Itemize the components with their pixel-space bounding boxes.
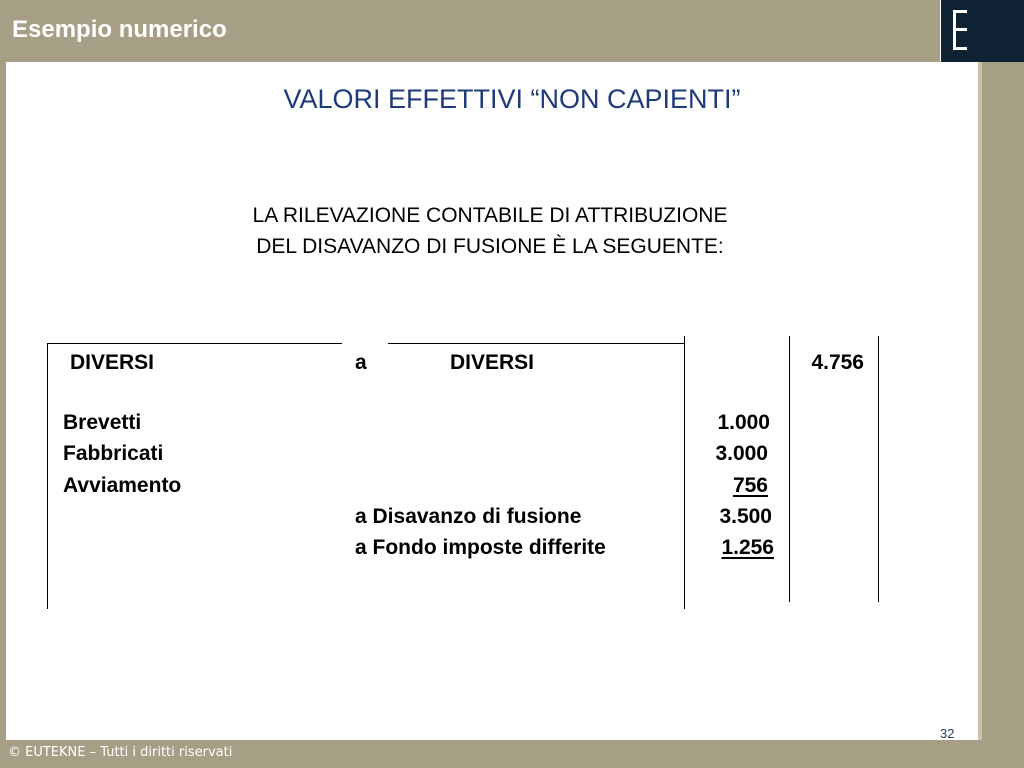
credit-amount: 3.500: [719, 505, 772, 528]
intro-text: [0, 200, 980, 262]
left-frame: [0, 62, 6, 740]
slide-subtitle: VALORI EFFETTIVI “NON CAPIENTI”: [283, 84, 741, 114]
right-frame-edge: [978, 62, 982, 740]
journal-top-rule-left: [47, 343, 342, 344]
journal-total: 4.756: [811, 351, 864, 374]
footer-copyright: © EUTEKNE – Tutti i diritti riservati: [8, 745, 233, 760]
right-frame: [978, 62, 1024, 740]
debit-account: Brevetti: [63, 411, 142, 434]
journal-a-label: a: [355, 351, 367, 374]
credit-account: a Disavanzo di fusione: [355, 505, 582, 528]
header-title: Esempio numerico: [12, 16, 227, 43]
credit-amount: 1.256: [721, 536, 774, 559]
debit-account: Fabbricati: [63, 442, 164, 465]
journal-debit-header: DIVERSI: [70, 351, 155, 374]
debit-amount: 756: [732, 474, 768, 497]
debit-account: Avviamento: [63, 474, 182, 497]
journal-divider-1: [684, 336, 685, 609]
journal-top-rule-right: [388, 343, 684, 344]
journal-divider-2: [789, 336, 790, 602]
eutekne-logo-icon: [941, 0, 1024, 62]
credit-account: a Fondo imposte differite: [355, 536, 606, 559]
journal-divider-3: [878, 336, 879, 602]
slide-number: 32: [940, 726, 955, 741]
journal-left-border: [47, 343, 48, 609]
intro-line-1: LA RILEVAZIONE CONTABILE DI ATTRIBUZIONE: [252, 204, 728, 227]
debit-amount: 1.000: [717, 411, 770, 434]
intro-line-2: DEL DISAVANZO DI FUSIONE È LA SEGUENTE:: [256, 235, 724, 258]
journal-credit-header: DIVERSI: [450, 351, 535, 374]
debit-amount: 3.000: [715, 442, 768, 465]
